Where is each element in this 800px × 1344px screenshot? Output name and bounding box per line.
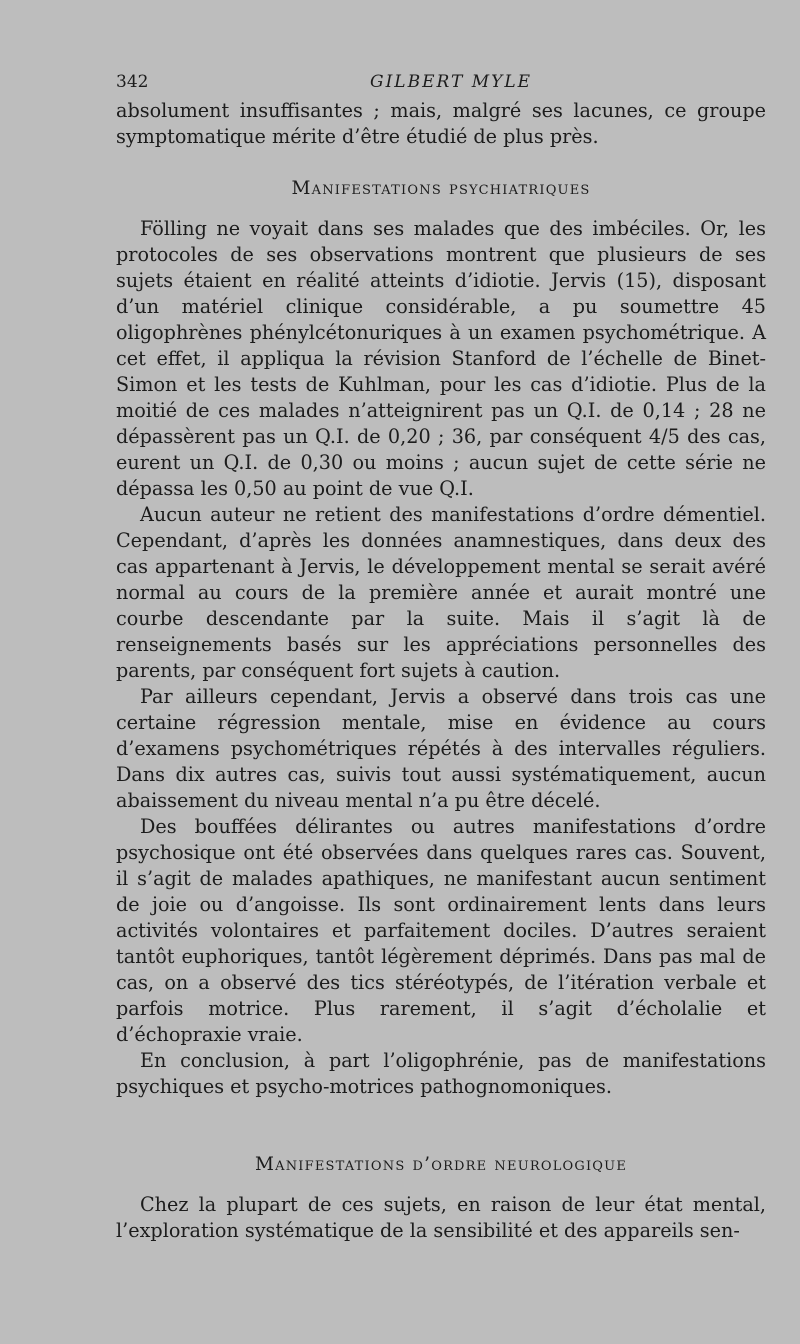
- paragraph-psychosis: Des bouffées délirantes ou autres manifestations d’ordre psychosique ont été observées dans quelques rares cas. Souvent, il s’agit de malades apathiques, ne manifestant aucun sentiment de joie ou d’angoisse. Ils sont ordinairement lents dans leurs activités volontaires et parfaitement dociles. D’autres seraient tantôt euphoriques, tantôt légèrement déprimés. Dans pas mal de cas, on a observé des tics stéréotypés, de l’itération verbale et parfois motrice. Plus rarement, il s’agit d’écholalie et d’échopraxie vraie.: [116, 815, 766, 1046]
- paragraph-dementia: Aucun auteur ne retient des manifestations d’ordre démentiel. Cependant, d’après les données anamnestiques, dans deux des cas appartenant à Jervis, le développement mental se serait avéré normal au cours de la première année et aurait montré une courbe descendante par la suite. Mais il s’agit là de renseignements basés sur les appréciations personnelles des parents, par conséquent fort sujets à caution.: [116, 503, 766, 682]
- section-heading-psychiatric: Manifestations psychiatriques: [291, 178, 591, 199]
- paragraph-regression: Par ailleurs cependant, Jervis a observé dans trois cas une certaine régression mentale, mise en évidence au cours d’examens psychométriques répétés à des intervalles réguliers. Dans dix autres cas, suivis tout aussi systématiquement, aucun abaissement du niveau mental n’a pu être décelé.: [116, 685, 766, 812]
- page-number: 342: [116, 72, 149, 92]
- running-title: GILBERT MYLE: [370, 72, 533, 92]
- paragraph-conclusion: En conclusion, à part l’oligophrénie, pas de manifestations psychiques et psycho-motrices pathognomoniques.: [116, 1049, 766, 1098]
- paragraph-neurological: Chez la plupart de ces sujets, en raison de leur état mental, l’exploration systématique de la sensibilité et des appareils sen-: [116, 1193, 766, 1242]
- continued-paragraph: absolument insuffisantes ; mais, malgré ses lacunes, ce groupe symptomatique mérite d’être étudié de plus près.: [116, 99, 766, 148]
- running-head: [116, 72, 766, 98]
- section-heading-neurological: Manifestations d’ordre neurologique: [254, 1154, 628, 1175]
- paragraph-folling: Fölling ne voyait dans ses malades que des imbéciles. Or, les protocoles de ses observations montrent que plusieurs de ses sujets étaient en réalité atteints d’idiotie. Jervis (15), disposant d’un matériel clinique considérable, a pu soumettre 45 oligophrènes phénylcétonuriques à un examen psychométrique. A cet effet, il appliqua la révision Stanford de l’échelle de Binet-Simon et les tests de Kuhlman, pour les cas d’idiotie. Plus de la moitié de ces malades n’atteignirent pas un Q.I. de 0,14 ; 28 ne dépassèrent pas un Q.I. de 0,20 ; 36, par conséquent 4/5 des cas, eurent un Q.I. de 0,30 ou moins ; aucun sujet de cette série ne dépassa les 0,50 au point de vue Q.I.: [116, 217, 766, 500]
